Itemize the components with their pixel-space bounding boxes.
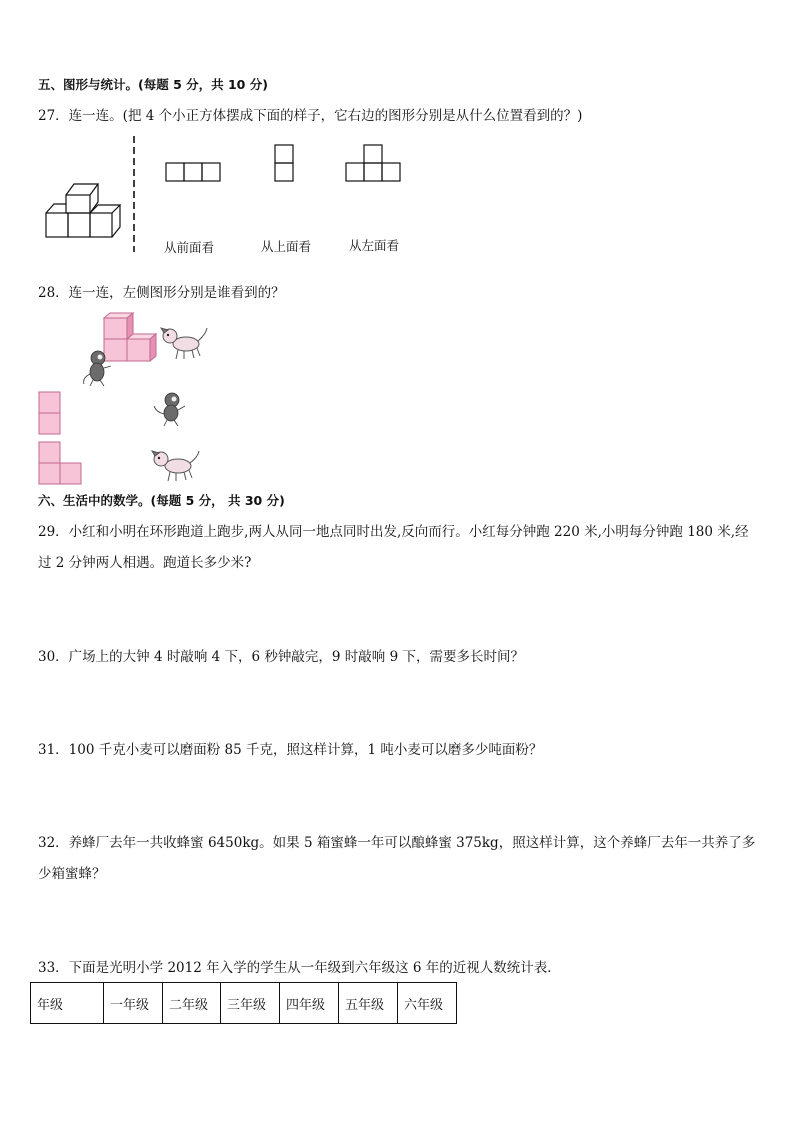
left-view-shape <box>344 143 406 185</box>
table-header-cell: 二年级 <box>163 983 221 1024</box>
pink-view-shape-1 <box>37 390 63 436</box>
question-32-line-2: 少箱蜜蜂？ <box>38 866 106 882</box>
section-5-heading: 五、图形与统计。(每题 5 分，共 10 分) <box>38 77 268 92</box>
front-view-shape <box>164 160 224 184</box>
table-header-row <box>31 983 457 1024</box>
table-header-cell: 四年级 <box>280 983 339 1024</box>
question-29-line-2: 过 2 分钟两人相遇。跑道长多少米? <box>38 555 252 571</box>
question-28-text: 28．连一连，左侧图形分别是谁看到的？ <box>38 285 285 301</box>
label-front-view: 从前面看 <box>164 240 215 255</box>
dog-cartoon-icon <box>150 448 202 484</box>
section-6-heading: 六、生活中的数学。(每题 5 分， 共 30 分) <box>38 493 285 508</box>
monkey-cartoon-icon <box>150 390 188 428</box>
top-view-shape <box>272 143 296 185</box>
pink-view-shape-2 <box>37 440 85 486</box>
label-left-view: 从左面看 <box>349 238 400 253</box>
table-header-cell: 六年级 <box>398 983 457 1024</box>
label-top-view: 从上面看 <box>261 239 312 254</box>
table-header-cell: 三年级 <box>221 983 280 1024</box>
myopia-stats-table <box>30 982 457 1024</box>
question-32-line-1: 32．养蜂厂去年一共收蜂蜜 6450kg。如果 5 箱蜜蜂一年可以酿蜂蜜 375kg，照这样计算，这个养蜂厂去年一共养了多 <box>38 835 756 851</box>
monkey-cartoon-icon <box>78 348 114 388</box>
dog-cartoon-icon <box>160 324 210 362</box>
question-31-text: 31．100 千克小麦可以磨面粉 85 千克，照这样计算，1 吨小麦可以磨多少吨面粉？ <box>38 742 543 758</box>
table-header-cell: 五年级 <box>339 983 398 1024</box>
question-29-line-1: 29．小红和小明在环形跑道上跑步,两人从同一地点同时出发,反向而行。小红每分钟跑 220 米,小明每分钟跑 180 米,经 <box>38 524 749 540</box>
question-33-text: 33．下面是光明小学 2012 年入学的学生从一年级到六年级这 6 年的近视人数统计表． <box>38 960 561 976</box>
table-header-cell: 一年级 <box>104 983 163 1024</box>
question-27-text: 27．连一连。(把 4 个小正方体摆成下面的样子，它右边的图形分别是从什么位置看到的？) <box>38 108 583 124</box>
cube-stack-figure <box>44 180 126 242</box>
table-header-cell: 年级 <box>31 983 104 1024</box>
dashed-divider <box>130 134 138 254</box>
question-30-text: 30．广场上的大钟 4 时敲响 4 下，6 秒钟敲完，9 时敲响 9 下，需要多长时间？ <box>38 649 524 665</box>
